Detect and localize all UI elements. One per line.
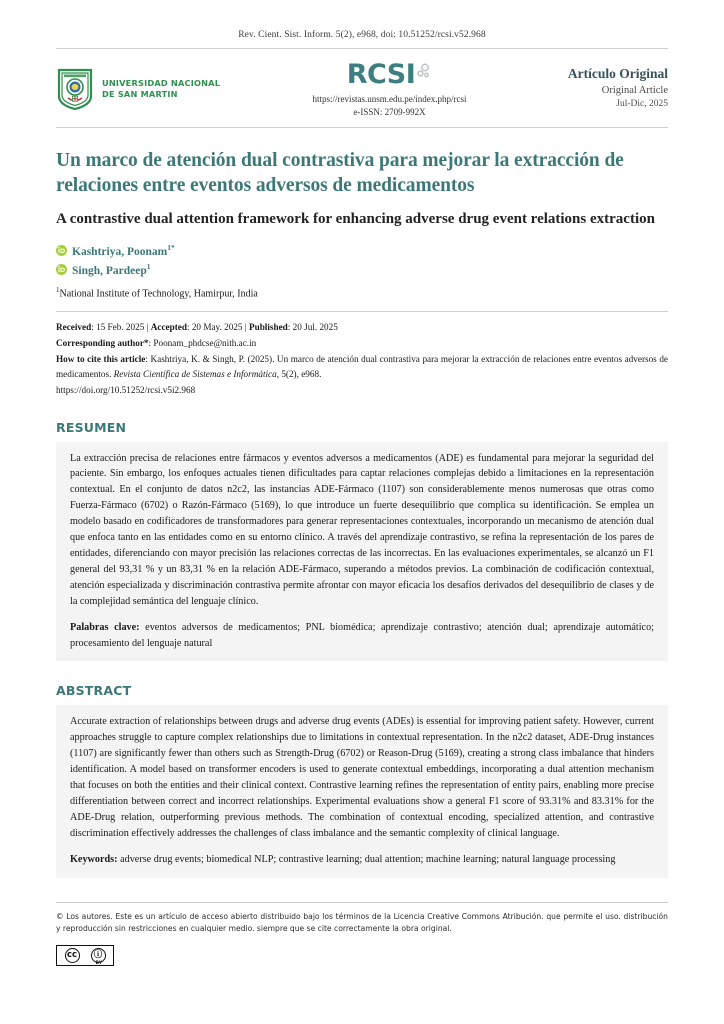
corresponding-author-label: Corresponding author* (56, 337, 149, 348)
journal-branding (271, 61, 508, 119)
dates-line: Received: 15 Feb. 2025 | Accepted: 20 May. 2025 | Published: 20 Jul. 2025 (56, 322, 338, 333)
doi-link[interactable]: https://doi.org/10.51252/rcsi.v5i2.968 (56, 384, 196, 395)
author-affil-marker: 1 (146, 261, 151, 271)
author-affil-marker: 1* (167, 243, 175, 253)
journal-issn: e-ISSN: 2709-992X (353, 107, 426, 118)
accepted-value: 20 May. 2025 | (189, 322, 249, 333)
cc-by-label: BY (95, 961, 102, 967)
author-list (56, 243, 668, 299)
gears-icon (416, 62, 432, 85)
cite-journal-name: Revista Científica de Sistemas e Informática (113, 368, 277, 379)
page-title-en: A contrastive dual attention framework for enhancing adverse drug event relations extraction (56, 210, 655, 227)
corresponding-author-line: Corresponding author*: Poonam_phdcse@nith.ac.in (56, 337, 257, 348)
published-value: 20 Jul. 2025 (290, 322, 338, 333)
published-label: Published (248, 322, 288, 333)
corresponding-author-email[interactable]: Poonam_phdcse@nith.ac.in (151, 337, 257, 348)
how-to-cite-text: Kashtriya, K. & Singh, P. (2025). Un marco de atención dual contrastiva para mejorar la extracción de relaciones entre eventos adversos de medicamentos. (56, 353, 668, 379)
affiliation-text: National Institute of Technology, Hamirpur, India (59, 288, 258, 300)
how-to-cite-label: How to cite this article (56, 353, 146, 364)
journal-url-block (271, 93, 508, 119)
how-to-cite-line: How to cite this article: Kashtriya, K. & Singh, P. (2025). Un marco de atención dual contrastiva para mejorar la extracción de relaciones entre eventos adversos de medicamentos. Revista Científica de Sistemas e Informática, 5(2), e968. (56, 353, 668, 379)
affiliation (56, 286, 668, 299)
author-entry (56, 262, 668, 277)
orcid-icon[interactable] (56, 245, 67, 256)
received-value: 15 Feb. 2025 | (93, 322, 151, 333)
university-branding (56, 68, 271, 110)
author-entry (56, 243, 668, 258)
university-name-line1: UNIVERSIDAD NACIONAL (102, 77, 221, 88)
creative-commons-badge-icon[interactable] (56, 945, 114, 966)
abstract-keywords-label: Keywords: (70, 853, 118, 865)
page-title-es: Un marco de atención dual contrastiva para mejorar la extracción de relaciones entre eventos adversos de medicamentos (56, 150, 624, 197)
article-type-block (508, 66, 668, 111)
article-type-en: Original Article (601, 84, 668, 96)
received-label: Received (56, 322, 92, 333)
resumen-keywords-list: eventos adversos de medicamentos; PNL biomédica; aprendizaje contrastivo; atención dual; aprendizaje automático; procesamiento del lenguaje natural (70, 621, 654, 649)
cc-mark-icon: cc (65, 948, 80, 963)
resumen-body: La extracción precisa de relaciones entre fármacos y eventos adversos a medicamentos (ADE) es fundamental para mejorar la seguridad del paciente. Sin embargo, los enfoques actuales tienen dificultades para captar relaciones complejas debido a limitaciones en la representación contextual. En el conjunto de datos n2c2, las instancias ADE-Fármaco (1107) son considerablemente menos numerosas que otras como Fuerza-Fármaco (6702) o Razón-Fármaco (5169), lo que introduce un fuerte desequilibrio que complica su identificación. Se emplea un modelo basado en codificadores de transformadores para generar representaciones contextuales, incorporando un mecanismo de atención dual que enfoca tanto en las entidades como en su entorno clínico. A través del aprendizaje contrastivo, se refina la representación de los pares de entidades, diferenciando con mayor precisión las relaciones correctas de las incorrectas. En las evaluaciones experimentales, se alcanzó un F1 general del 93,31 % y un 83,31 % en la relación ADE-Fármaco, superando a métodos previos. La combinación de codificación contextual, atención especializada y discriminación contrastiva permite afrontar con mayor eficacia los desafíos derivados del desequilibrio de clases y de la complejidad semántica del lenguaje clínico. (70, 452, 654, 607)
cc-attribution-icon: ⓘ (91, 948, 106, 963)
article-type-es: Artículo Original (567, 66, 668, 82)
issue-date: Jul-Dic, 2025 (616, 98, 668, 109)
abstract-keywords (70, 852, 654, 868)
running-head-citation: Rev. Cient. Sist. Inform. 5(2), e968, doi: 10.51252/rcsi.v52.968 (238, 30, 486, 40)
section-heading-resumen: RESUMEN (56, 419, 127, 435)
article-metadata (56, 320, 668, 398)
author-name[interactable]: Singh, Pardeep$^1$ (72, 261, 151, 277)
resumen-box (56, 442, 668, 662)
university-crest-icon (56, 68, 94, 110)
journal-url[interactable]: https://revistas.unsm.edu.pe/index.php/rcsi (312, 94, 467, 104)
resumen-keywords (70, 620, 654, 652)
university-name-line2: DE SAN MARTIN (102, 89, 178, 100)
orcid-icon[interactable] (56, 264, 67, 275)
university-name (102, 78, 220, 100)
section-heading-abstract: ABSTRACT (56, 683, 132, 699)
accepted-label: Accepted (150, 322, 187, 333)
metadata-divider (56, 311, 668, 320)
license-statement: © Los autores. Este es un artículo de acceso abierto distribuido bajo los términos de la Licencia Creative Commons Atribución. que permite el uso. distribución y reproducción sin restricciones en cualquier medio. siempre que se cite correctamente la obra original. (56, 911, 668, 933)
masthead (56, 49, 668, 127)
rcsi-logo-text: RCSI (346, 59, 416, 90)
abstract-body: Accurate extraction of relationships between drugs and adverse drug events (ADEs) is essential for improving patient safety. However, current approaches struggle to capture complex relationships due to limitations in contextual representation. In the n2c2 dataset, ADE-Drug instances (1107) are significantly fewer than others such as Strength-Drug (6702) or Reason-Drug (5169), creating a strong class imbalance that hinders identification. A model based on transformer encoders is used to generate contextual embeddings, incorporating a dual attention mechanism that focuses on both the entities and their clinical context. Contrastive learning refines the representation of entity pairs, enabling more precise differentiation between correct and incorrect relationships. Experimental evaluations show a general F1 score of 93.31% and 83.31% for the ADE-Drug relation, outperforming previous methods. The combination of contextual encoding, specialized attention, and contrastive discrimination effectively addresses the challenges of class imbalance and the semantic complexity of clinical language. (70, 716, 654, 839)
cite-volume-issue: , 5(2), e968. (276, 368, 322, 379)
abstract-box (56, 705, 668, 877)
footer-divider (56, 902, 668, 911)
author-name[interactable]: Kashtriya, Poonam$^{1*}$ (72, 243, 175, 258)
header-divider-bottom (56, 127, 668, 128)
abstract-keywords-list: adverse drug events; biomedical NLP; contrastive learning; dual attention; machine learning; natural language processing (117, 853, 616, 865)
resumen-keywords-label: Palabras clave: (70, 621, 140, 633)
rcsi-logo (347, 61, 433, 88)
affiliation-marker: 1 (56, 285, 60, 294)
